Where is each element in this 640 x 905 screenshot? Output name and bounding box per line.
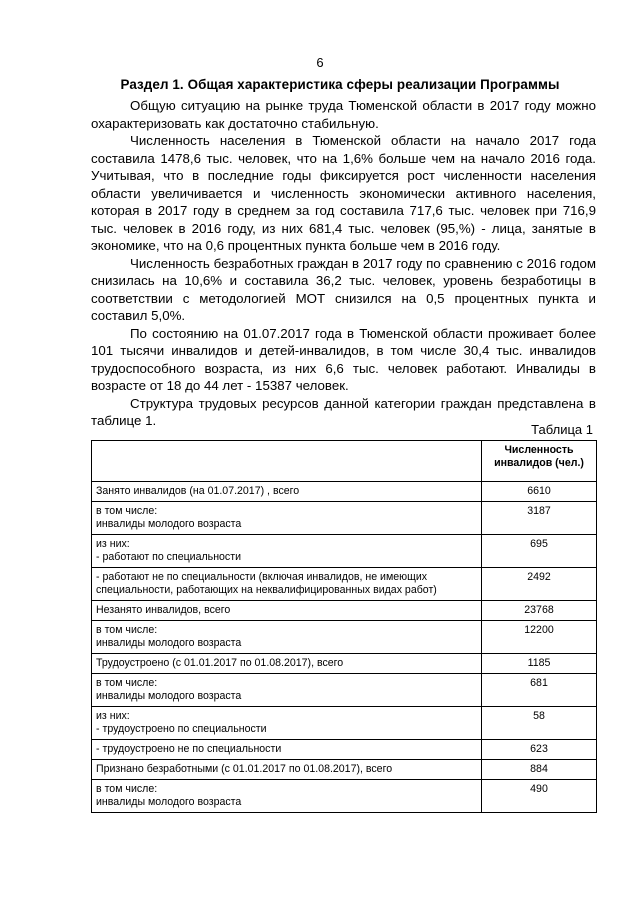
label-line: в том числе: (96, 783, 158, 795)
table-cell-label (92, 760, 482, 780)
paragraph: Структура трудовых ресурсов данной категории граждан представлена в таблице 1. (91, 395, 596, 428)
table-row (92, 601, 597, 621)
table-header-row (92, 441, 597, 482)
label-line: из них: (96, 538, 130, 550)
label-line: - работают по специальности (96, 551, 241, 563)
table-cell-value: 681 (482, 674, 597, 707)
table-cell-label (92, 535, 482, 568)
paragraph: Численность безработных граждан в 2017 году по сравнению с 2016 годом снизилась на 10,6% и составила 36,2 тыс. человек, уровень безработицы в соответствии с методологией МОТ снизился на 0,5 процентных пункта и составил 5,0%. (91, 255, 596, 323)
table-cell-value: 58 (482, 707, 597, 740)
table-row (92, 654, 597, 674)
table-cell-label (92, 502, 482, 535)
table-cell-value: 623 (482, 740, 597, 760)
table-cell-label (92, 568, 482, 601)
table-cell-value: 3187 (482, 502, 597, 535)
label-line: инвалиды молодого возраста (96, 796, 242, 808)
label-line: инвалиды молодого возраста (96, 518, 242, 530)
table-cell-label (92, 601, 482, 621)
label-line: Занято инвалидов (на 01.07.2017) , всего (96, 485, 300, 497)
page-number: 6 (316, 55, 324, 70)
table-row (92, 568, 597, 601)
table-row (92, 621, 597, 654)
table-row (92, 780, 597, 813)
table-row (92, 707, 597, 740)
label-line: - трудоустроено не по специальности (96, 743, 282, 755)
table-header-value: Численность инвалидов (чел.) (482, 441, 597, 482)
paragraph: По состоянию на 01.07.2017 года в Тюменской области проживает более 101 тысячи инвалидов и детей-инвалидов, в том числе 30,4 тыс. инвалидов трудоспособного возраста, из них 6,6 тыс. человек работают. Инвалиды в возрасте от 18 до 44 лет - 15387 человек. (91, 325, 596, 393)
table-row (92, 482, 597, 502)
table-row (92, 760, 597, 780)
paragraph: Численность населения в Тюменской области на начало 2017 года составила 1478,6 тыс. человек, что на 1,6% больше чем на начало 2016 года. Учитывая, что в последние годы фиксируется рост численности населения области увеличивается и численность экономически активного населения, которая в 2017 году в среднем за год составила 717,6 тыс. человек при 716,9 тыс. человек в 2016 году, из них 681,4 тыс. человек (95,%) - лица, занятые в экономике, что на 0,6 процентных пункта больше чем в 2016 году. (91, 133, 596, 253)
label-line: из них: (96, 710, 130, 722)
disability-employment-table (91, 440, 597, 813)
table-cell-value: 2492 (482, 568, 597, 601)
table-cell-label (92, 707, 482, 740)
section-heading: Раздел 1. Общая характеристика сферы реализации Программы (120, 77, 560, 92)
table-cell-label (92, 780, 482, 813)
table-cell-label (92, 482, 482, 502)
table-cell-value: 1185 (482, 654, 597, 674)
table-row (92, 674, 597, 707)
label-line: в том числе: (96, 677, 158, 689)
label-line: Трудоустроено (с 01.01.2017 по 01.08.2017), всего (96, 657, 344, 669)
table-cell-value: 23768 (482, 601, 597, 621)
table-cell-label (92, 621, 482, 654)
label-line: Незанято инвалидов, всего (96, 604, 231, 616)
table-header-empty (92, 441, 482, 482)
label-line: - трудоустроено по специальности (96, 723, 267, 735)
label-line: Признано безработными (с 01.01.2017 по 01.08.2017), всего (96, 763, 393, 775)
table-row (92, 502, 597, 535)
label-line: в том числе: (96, 624, 158, 636)
table-caption: Таблица 1 (531, 422, 593, 437)
table-cell-value: 695 (482, 535, 597, 568)
table-cell-value: 490 (482, 780, 597, 813)
table-row (92, 740, 597, 760)
table-cell-label (92, 654, 482, 674)
label-line: - работают не по специальности (включая инвалидов, не имеющих (96, 571, 428, 583)
table-cell-value: 884 (482, 760, 597, 780)
label-line: инвалиды молодого возраста (96, 690, 242, 702)
label-line: специальности, работающих на неквалифицированных видах работ) (96, 584, 437, 596)
table-row (92, 535, 597, 568)
label-line: инвалиды молодого возраста (96, 637, 242, 649)
body-text (91, 97, 596, 430)
table-cell-label (92, 740, 482, 760)
table-cell-value: 6610 (482, 482, 597, 502)
table-cell-label (92, 674, 482, 707)
label-line: в том числе: (96, 505, 158, 517)
table-cell-value: 12200 (482, 621, 597, 654)
paragraph: Общую ситуацию на рынке труда Тюменской области в 2017 году можно охарактеризовать как достаточно стабильную. (91, 98, 596, 131)
